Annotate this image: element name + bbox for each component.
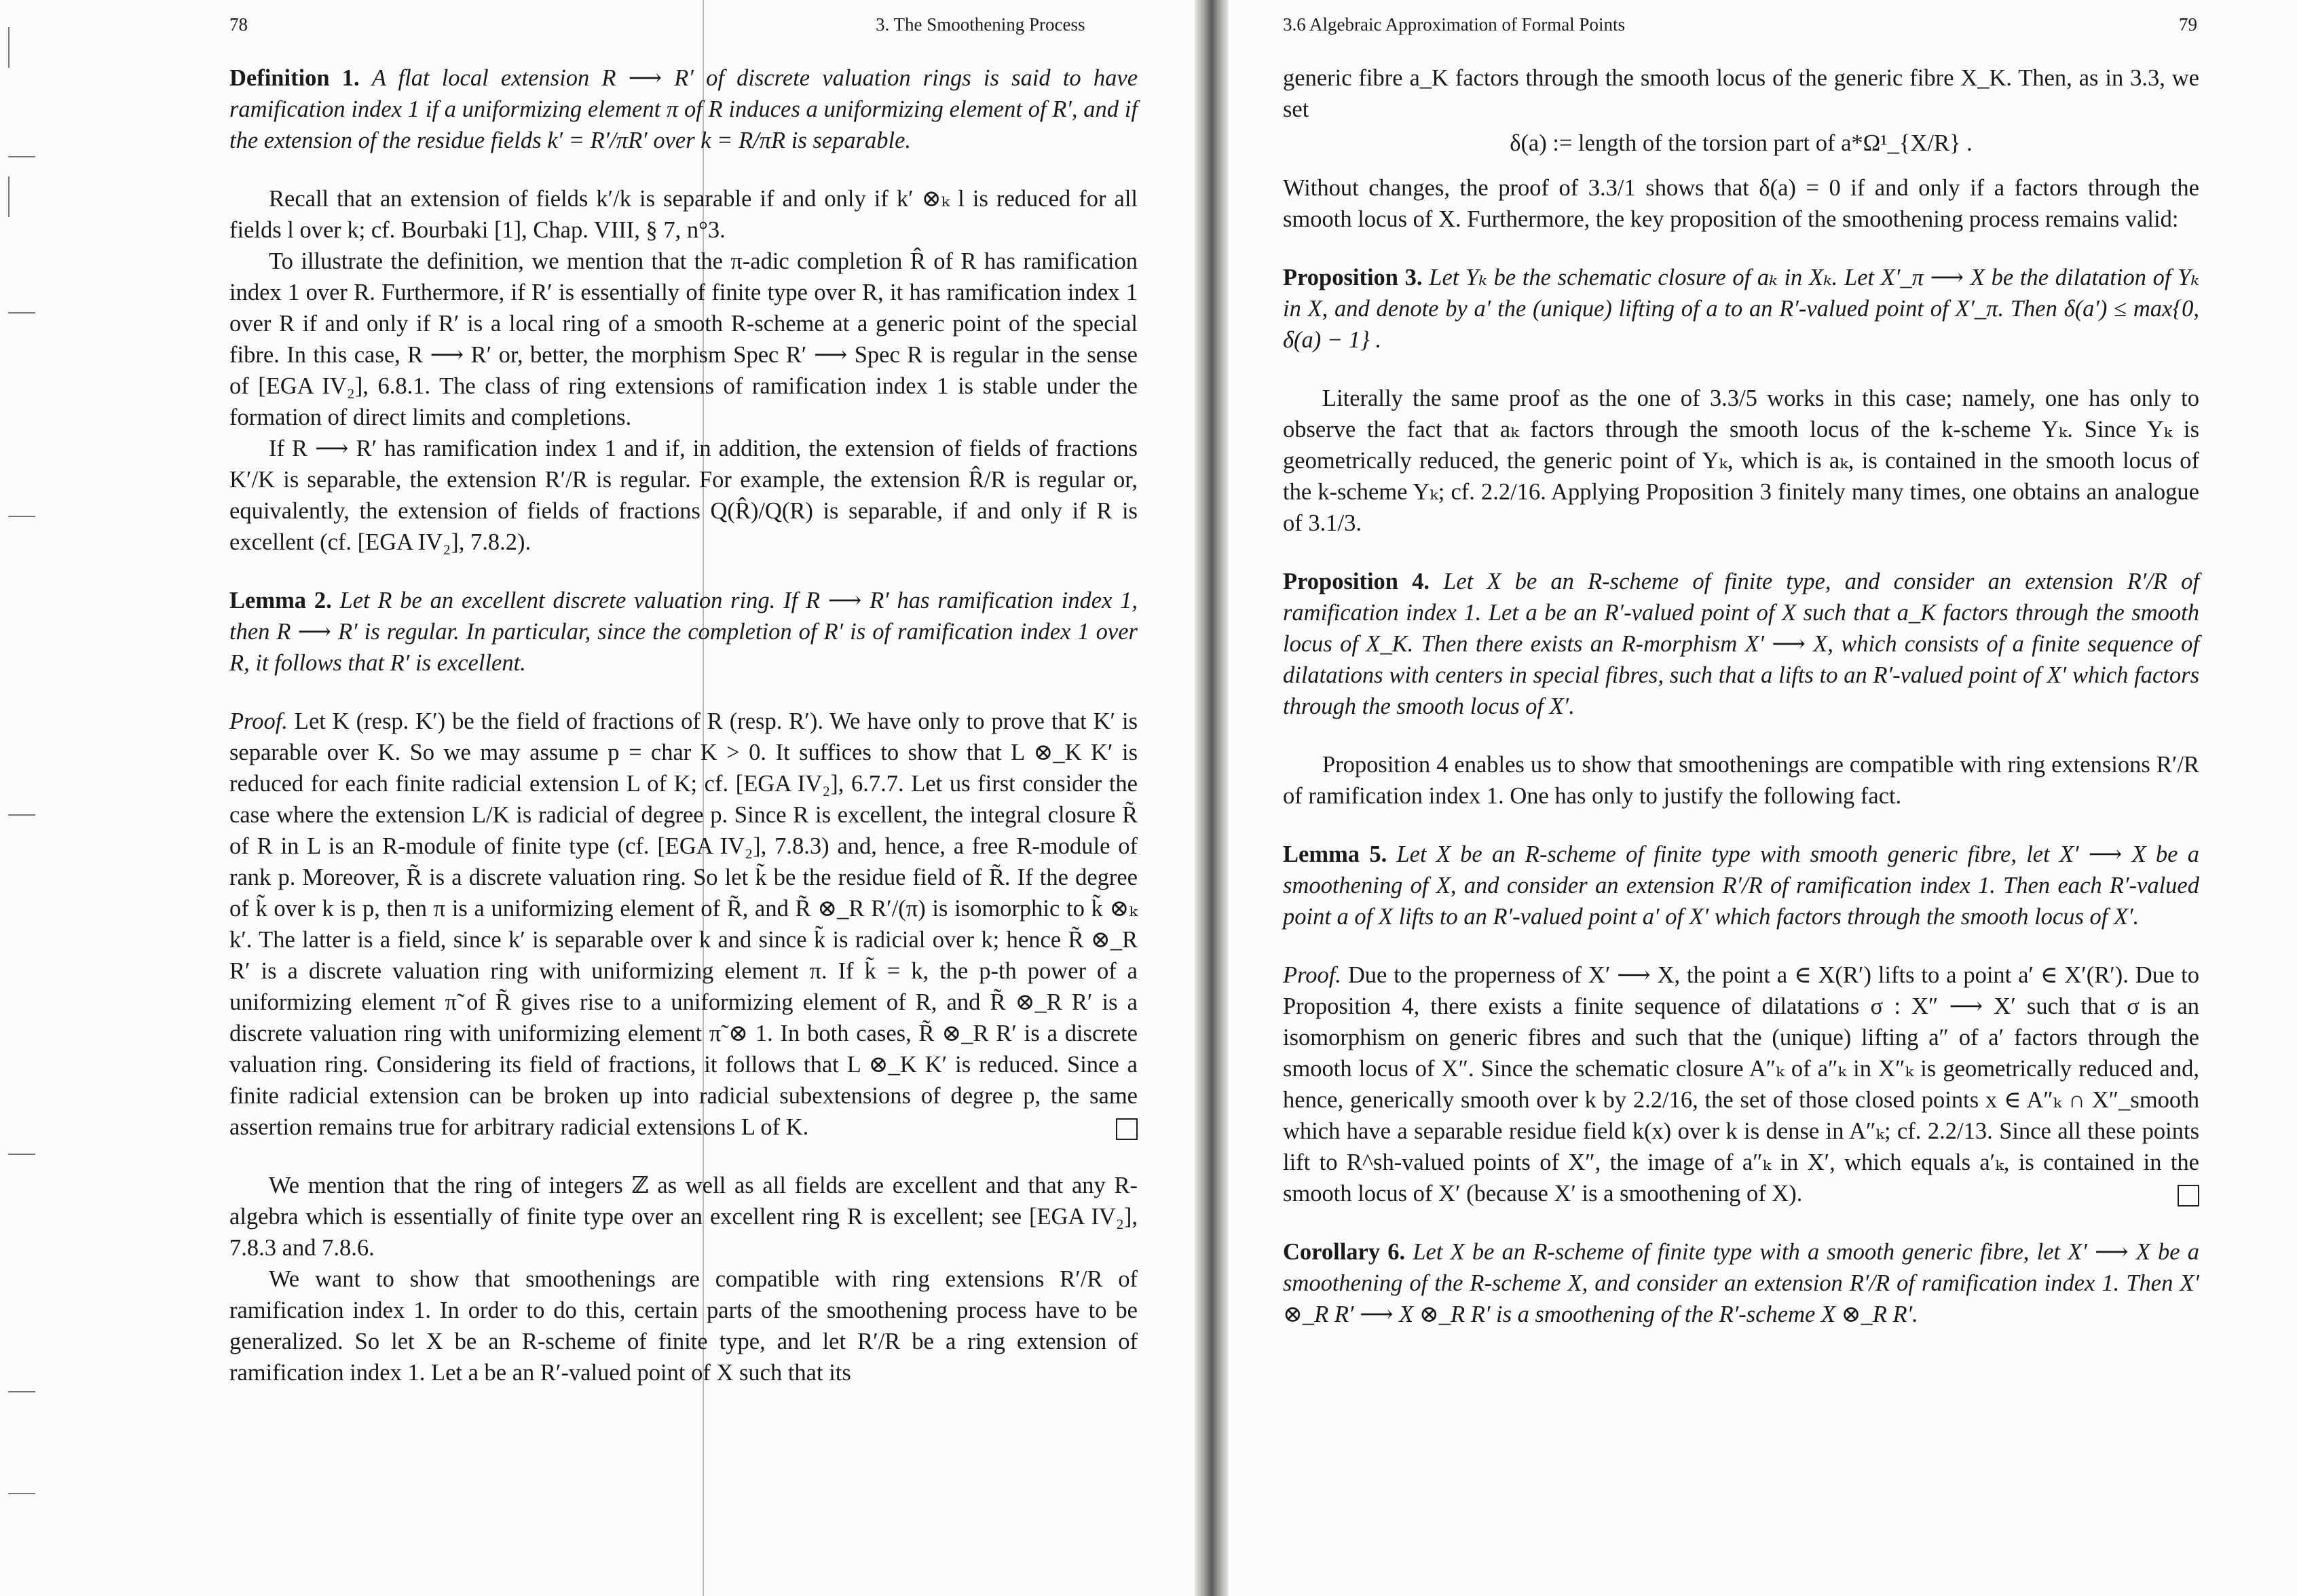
- qed-square-icon: [2178, 1185, 2199, 1206]
- paragraph: We mention that the ring of integers ℤ as well as all fields are excellent and that any R-algebra which is essentially of finite type over an excellent ring R is excellent; see [EGA IV₂], 7.8.3 and 7.8.6.: [229, 1173, 1138, 1261]
- book-gutter: [1195, 0, 1229, 1596]
- paragraph: Literally the same proof as the one of 3.3/5 works in this case; namely, one has only to observe the fact that aₖ factors through the smooth locus of the k-scheme Yₖ. Since Yₖ is geometrically reduced, the generic point of Yₖ, which is aₖ, is contained in the smooth locus of the k-scheme Yₖ; cf. 2.2/16. Applying Proposition 3 finitely many times, one obtains an analogue of 3.1/3.: [1283, 385, 2199, 536]
- margin-mark: [8, 516, 35, 517]
- corollary-6: [1283, 1236, 2199, 1330]
- paragraph: Proposition 4 enables us to show that smoothenings are compatible with ring extensions R′/R of ramification index 1. One has only to justify the following fact.: [1283, 752, 2199, 809]
- proposition-label: Proposition 4.: [1283, 569, 1430, 594]
- proposition-label: Proposition 3.: [1283, 265, 1423, 290]
- corollary-text: Let X be an R-scheme of finite type with a smooth generic fibre, let X′ ⟶ X be a smoothening of the R-scheme X, and consider an extension R′/R of ramification index 1. Then X′ ⊗_R R′ ⟶ X ⊗_R R′ is a smoothening of the R′-scheme X ⊗_R R′.: [1283, 1239, 2199, 1327]
- margin-mark: [8, 1493, 35, 1494]
- paragraph: We want to show that smoothenings are compatible with ring extensions R′/R of ramification index 1. In order to do this, certain parts of the smoothening process have to be generalized. So let X be an R-scheme of finite type, and let R′/R be a ring extension of ramification index 1. Let a be an R′-valued point of X such that its: [229, 1266, 1138, 1386]
- proposition-4: [1283, 566, 2199, 722]
- margin-mark: [8, 27, 10, 68]
- proof-block: [1283, 960, 2199, 1209]
- definition-1: [229, 62, 1138, 156]
- margin-mark: [8, 814, 35, 816]
- display-formula: δ(a) := length of the torsion part of a*Ω¹_{X/R} .: [1510, 130, 1973, 156]
- margin-mark: [8, 176, 10, 217]
- right-page-body: [1283, 62, 2199, 1357]
- margin-mark: [8, 1391, 35, 1392]
- proposition-text: Let X be an R-scheme of finite type, and consider an extension R′/R of ramification index 1. Let a be an R′-valued point of X such that a_K factors through the smooth locus of X_K. Then there exists an R-morphism X′ ⟶ X, which consists of a finite sequence of dilatations with centers in special fibres, such that a lifts to an R′-valued point of X′ which factors through the smooth locus of X′.: [1283, 569, 2199, 719]
- lemma-2: [229, 585, 1138, 679]
- margin-mark: [8, 1154, 35, 1155]
- proof-label: Proof.: [1283, 962, 1341, 988]
- running-title: 3. The Smoothening Process: [876, 14, 1085, 35]
- proposition-text: Let Yₖ be the schematic closure of aₖ in Xₖ. Let X′_π ⟶ X be the dilatation of Yₖ in X, and denote by a′ the (unique) lifting of a to an R′-valued point of X′_π. Then δ(a′) ≤ max{0, δ(a) − 1} .: [1283, 265, 2199, 353]
- page-number: 78: [229, 14, 248, 35]
- proof-text: Let K (resp. K′) be the field of fractions of R (resp. R′). We have only to prove that K′ is separable over K. So we may assume p = char K > 0. It suffices to show that L ⊗_K K′ is reduced for each finite radicial extension L of K; cf. [EGA IV₂], 6.7.7. Let us first consider the case where the extension L/K is radicial of degree p. Since R is excellent, the integral closure R̃ of R in L is an R-module of finite type (cf. [EGA IV₂], 7.8.3) and, hence, a free R-module of rank p. Moreover, R̃ is a discrete valuation ring. So let k̃ be the residue field of R̃. If the degree of k̃ over k is p, then π is a uniformizing element of R̃, and R̃ ⊗_R R′/(π) is isomorphic to k̃ ⊗ₖ k′. The latter is a field, since k′ is separable over k and since k̃ is radicial over k; hence R̃ ⊗_R R′ is a discrete valuation ring with uniformizing element π. If k̃ = k, the p-th power of a uniformizing element π̃ of R̃ gives rise to a uniformizing element of R, and R̃ ⊗_R R′ is a discrete valuation ring with uniformizing element π̃ ⊗ 1. In both cases, R̃ ⊗_R R′ is a discrete valuation ring. Considering its field of fractions, it follows that L ⊗_K K′ is reduced. Since a finite radicial extension can be broken up into radicial subextensions of degree p, the same assertion remains true for arbitrary radicial extensions L of K.: [229, 708, 1138, 1140]
- paragraph: generic fibre a_K factors through the smooth locus of the generic fibre X_K. Then, as in 3.3, we set: [1283, 65, 2199, 122]
- proof-block: [229, 706, 1138, 1143]
- proposition-3: [1283, 262, 2199, 356]
- paragraph: Recall that an extension of fields k′/k is separable if and only if k′ ⊗ₖ l is reduced for all fields l over k; cf. Bourbaki [1], Chap. VIII, § 7, n°3.: [229, 186, 1138, 243]
- left-page-body: [229, 62, 1138, 1388]
- proof-label: Proof.: [229, 708, 288, 734]
- lemma-text: Let R be an excellent discrete valuation ring. If R ⟶ R′ has ramification index 1, then R ⟶ R′ is regular. In particular, since the completion of R′ is of ramification index 1 over R, it follows that R′ is excellent.: [229, 588, 1138, 676]
- paragraph: To illustrate the definition, we mention that the π-adic completion R̂ of R has ramification index 1 over R. Furthermore, if R′ is essentially of finite type over R, it has ramification index 1 over R if and only if R′ is a local ring of a smooth R-scheme at a generic point of the special fibre. In this case, R ⟶ R′ or, better, the morphism Spec R′ ⟶ Spec R is regular in the sense of [EGA IV₂], 6.8.1. The class of ring extensions of ramification index 1 is stable under the formation of direct limits and completions.: [229, 248, 1138, 430]
- qed-square-icon: [1116, 1118, 1138, 1140]
- running-title: 3.6 Algebraic Approximation of Formal Points: [1283, 14, 1625, 35]
- margin-mark: [8, 312, 35, 314]
- lemma-text: Let X be an R-scheme of finite type with smooth generic fibre, let X′ ⟶ X be a smoothening of X, and consider an extension R′/R of ramification index 1. Then each R′-valued point a of X lifts to an R′-valued point a′ of X′ which factors through the smooth locus of X′.: [1283, 841, 2199, 930]
- lemma-label: Lemma 2.: [229, 588, 332, 613]
- right-page: [1229, 0, 2297, 1596]
- definition-text: A flat local extension R ⟶ R′ of discrete valuation rings is said to have ramification index 1 if a uniformizing element π of R induces a uniformizing element of R′, and if the extension of the residue fields k′ = R′/πR′ over k = R/πR is separable.: [229, 65, 1138, 153]
- paragraph: Without changes, the proof of 3.3/1 shows that δ(a) = 0 if and only if a factors through the smooth locus of X. Furthermore, the key proposition of the smoothening process remains valid:: [1283, 175, 2199, 232]
- margin-mark: [8, 156, 35, 157]
- definition-label: Definition 1.: [229, 65, 360, 91]
- lemma-5: [1283, 839, 2199, 932]
- corollary-label: Corollary 6.: [1283, 1239, 1406, 1265]
- paragraph: If R ⟶ R′ has ramification index 1 and if, in addition, the extension of fields of fractions K′/K is separable, the extension R′/R is regular. For example, the extension R̂/R is regular or, equivalently, the extension of fields of fractions Q(R̂)/Q(R) is separable, if and only if R is excellent (cf. [EGA IV₂], 7.8.2).: [229, 436, 1138, 555]
- page-number: 79: [2179, 14, 2197, 35]
- proof-text: Due to the properness of X′ ⟶ X, the point a ∈ X(R′) lifts to a point a′ ∈ X′(R′). Due to Proposition 4, there exists a finite sequence of dilatations σ : X″ ⟶ X′ such that σ is an isomorphism on generic fibres and such that the (unique) lifting a″ of a′ factors through the smooth locus of X″. Since the schematic closure A″ₖ of a″ₖ in X″ₖ is geometrically reduced and, hence, generically smooth over k by 2.2/16, the set of those closed points x ∈ A″ₖ ∩ X″_smooth which have a separable residue field k(x) over k is dense in A″ₖ; cf. 2.2/13. Since all these points lift to R^sh-valued points of X″, the image of a″ₖ in X′, which equals a′ₖ, is contained in the smooth locus of X′ (because X′ is a smoothening of X).: [1283, 962, 2199, 1206]
- lemma-label: Lemma 5.: [1283, 841, 1387, 867]
